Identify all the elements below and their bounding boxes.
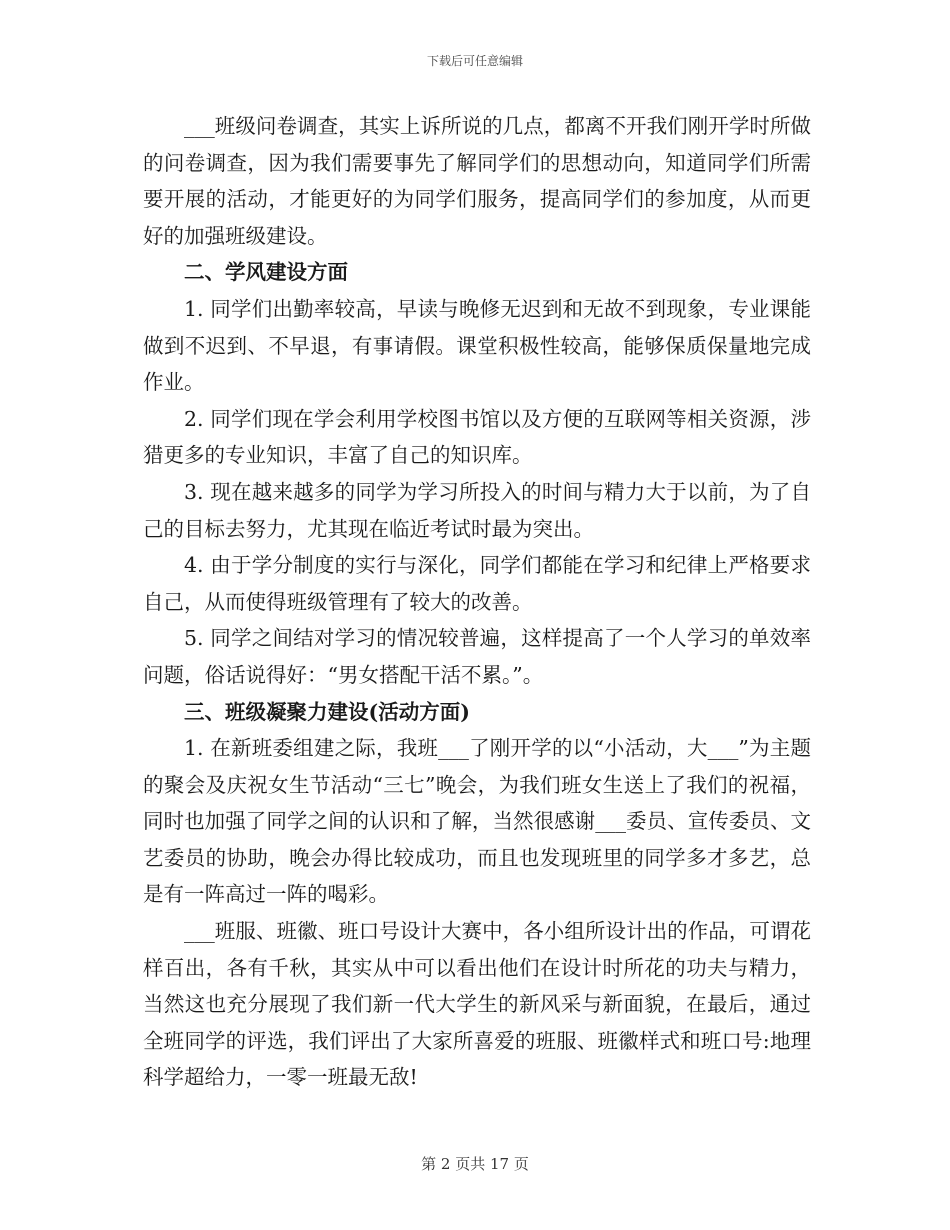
page-number: 第 2 页共 17 页 [421, 1155, 529, 1173]
paragraph-study-5: 5. 同学之间结对学习的情况较普遍，这样提高了一个人学习的单效率问题，俗话说得好：“男女搭配干活不累。”。 [143, 626, 811, 687]
section-heading-study-style: 二、学风建设方面 [184, 260, 348, 285]
document-body [143, 108, 811, 1096]
paragraph-study-1: 1. 同学们出勤率较高，早读与晚修无迟到和无故不到现象，专业课能做到不迟到、不早退，有事请假。课堂积极性较高，能够保质保量地完成作业。 [143, 296, 811, 395]
page-header: 下载后可任意编辑 [426, 54, 523, 68]
paragraph-cohesion-2: ___班服、班徽、班口号设计大赛中，各小组所设计出的作品，可谓花样百出，各有千秋，其实从中可以看出他们在设计时所花的功夫与精力，当然这也充分展现了我们新一代大学生的新风采与新面貌，在最后，通过全班同学的评选，我们评出了大家所喜爱的班服、班徽样式和班口号:地理科学超给力，一零一班最无敌! [143, 919, 811, 1090]
paragraph-cohesion-1: 1. 在新班委组建之际，我班___了刚开学的以“小活动，大___”为主题的聚会及庆祝女生节活动“三七”晚会，为我们班女生送上了我们的祝福，同时也加强了同学之间的认识和了解，当然很感谢___委员、宣传委员、文艺委员的协助，晚会办得比较成功，而且也发现班里的同学多才多艺，总是有一阵高过一阵的喝彩。 [143, 736, 811, 907]
paragraph-study-4: 4. 由于学分制度的实行与深化，同学们都能在学习和纪律上严格要求自己，从而使得班级管理有了较大的改善。 [143, 553, 811, 614]
paragraph-survey: ___班级问卷调查，其实上诉所说的几点，都离不开我们刚开学时所做的问卷调查，因为我们需要事先了解同学们的思想动向，知道同学们所需要开展的活动，才能更好的为同学们服务，提高同学们的参加度，从而更好的加强班级建设。 [143, 114, 811, 248]
paragraph-study-3: 3. 现在越来越多的同学为学习所投入的时间与精力大于以前，为了自己的目标去努力，尤其现在临近考试时最为突出。 [143, 479, 811, 541]
section-heading-cohesion: 三、班级凝聚力建设(活动方面) [184, 699, 470, 724]
paragraph-study-2: 2. 同学们现在学会利用学校图书馆以及方便的互联网等相关资源，涉猎更多的专业知识，丰富了自己的知识库。 [143, 406, 811, 468]
